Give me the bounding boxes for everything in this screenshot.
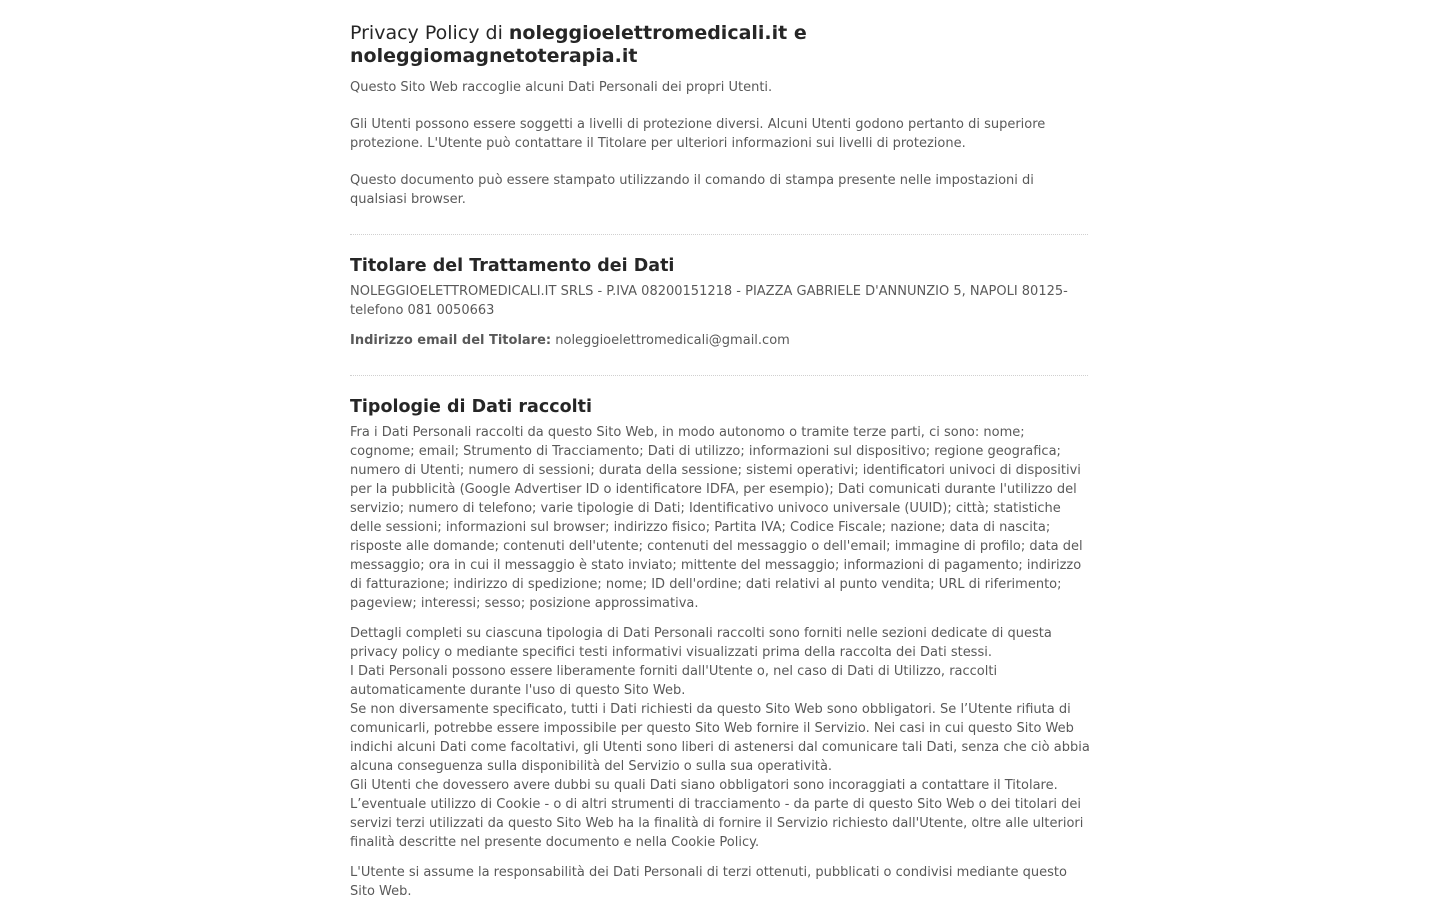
data-types-list-paragraph: Fra i Dati Personali raccolti da questo Sito Web, in modo autonomo o tramite terze parti, ci sono: nome; cognome; email; Strumento di Tracciamento; Dati di utilizzo; informazioni sul dispositivo; regione geografica; numero di Utenti; numero di sessioni; durata della sessione; sistemi operativi; identificatori univoci di dispositivi per la pubblicità (Google Advertiser ID o identificatore IDFA, per esempio); Dati comunicati durante l'utilizzo del servizio; numero di telefono; varie tipologie di Dati; Identificativo univoco universale (UUID); città; statistiche delle sessioni; informazioni sul browser; indirizzo fisico; Partita IVA; Codice Fiscale; nazione; data di nascita; risposte alle domande; contenuti dell'utente; contenuti del messaggio o dell'email; immagine di profilo; data del messaggio; ora in cui il messaggio è stato inviato; mittente del messaggio; informazioni di pagamento; indirizzo di fatturazione; indirizzo di spedizione; nome; ID dell'ordine; dati relativi al punto vendita; URL di riferimento; pageview; interessi; sesso; posizione approssimativa. <box>350 425 1083 611</box>
data-details-block <box>350 624 1090 852</box>
titolare-company-info: NOLEGGIOELETTROMEDICALI.IT SRLS - P.IVA 08200151218 - PIAZZA GABRIELE D'ANNUNZIO 5, NAPOLI 80125- telefono 081 0050663 <box>350 284 1068 318</box>
data-details-paragraph: Se non diversamente specificato, tutti i Dati richiesti da questo Sito Web sono obbligatori. Se l’Utente rifiuta di comunicarli, potrebbe essere impossibile per questo Sito Web fornire il Servizio. Nei casi in cui questo Sito Web indichi alcuni Dati come facoltativi, gli Utenti sono liberi di astenersi dal comunicare tali Dati, senza che ciò abbia alcuna conseguenza sulla disponibilità del Servizio o sulla sua operatività. <box>350 702 1090 774</box>
data-details-paragraph: I Dati Personali possono essere liberamente forniti dall'Utente o, nel caso di Dati di Utilizzo, raccolti automaticamente durante l'uso di questo Sito Web. <box>350 664 998 698</box>
data-details-paragraph: Gli Utenti che dovessero avere dubbi su quali Dati siano obbligatori sono incoraggiati a contattare il Titolare. <box>350 778 1058 793</box>
titolare-email-label: Indirizzo email del Titolare: <box>350 333 552 348</box>
data-details-paragraph: Dettagli completi su ciascuna tipologia di Dati Personali raccolti sono forniti nelle sezioni dedicate di questa privacy policy o mediante specifici testi informativi visualizzati prima della raccolta dei Dati stessi. <box>350 626 1052 660</box>
intro-paragraph: Questo documento può essere stampato utilizzando il comando di stampa presente nelle impostazioni di qualsiasi browser. <box>350 173 1034 207</box>
data-details-paragraph: L’eventuale utilizzo di Cookie - o di altri strumenti di tracciamento - da parte di questo Sito Web o dei titolari dei servizi terzi utilizzati da questo Sito Web ha la finalità di fornire il Servizio richiesto dall'Utente, oltre alle ulteriori finalità descritte nel presente documento e nella Cookie Policy. <box>350 797 1084 850</box>
title-prefix: Privacy Policy di <box>350 22 509 44</box>
privacy-policy-page <box>350 22 1090 901</box>
title-domains: noleggioelettromedicali.it e noleggiomagnetoterapia.it <box>350 22 807 67</box>
section-divider <box>350 375 1088 376</box>
intro-paragraph: Questo Sito Web raccoglie alcuni Dati Personali dei propri Utenti. <box>350 80 773 95</box>
section-divider <box>350 234 1088 235</box>
section-heading-tipologie: Tipologie di Dati raccolti <box>350 397 592 417</box>
section-heading-titolare: Titolare del Trattamento dei Dati <box>350 256 675 276</box>
titolare-email-line <box>350 331 1090 350</box>
titolare-email: noleggioelettromedicali@gmail.com <box>551 333 790 348</box>
page-title <box>350 22 1090 68</box>
intro-paragraph: Gli Utenti possono essere soggetti a livelli di protezione diversi. Alcuni Utenti godono pertanto di superiore protezione. L'Utente può contattare il Titolare per ulteriori informazioni sui livelli di protezione. <box>350 117 1046 151</box>
responsibility-paragraph: L'Utente si assume la responsabilità dei Dati Personali di terzi ottenuti, pubblicati o condivisi mediante questo Sito Web. <box>350 865 1067 899</box>
